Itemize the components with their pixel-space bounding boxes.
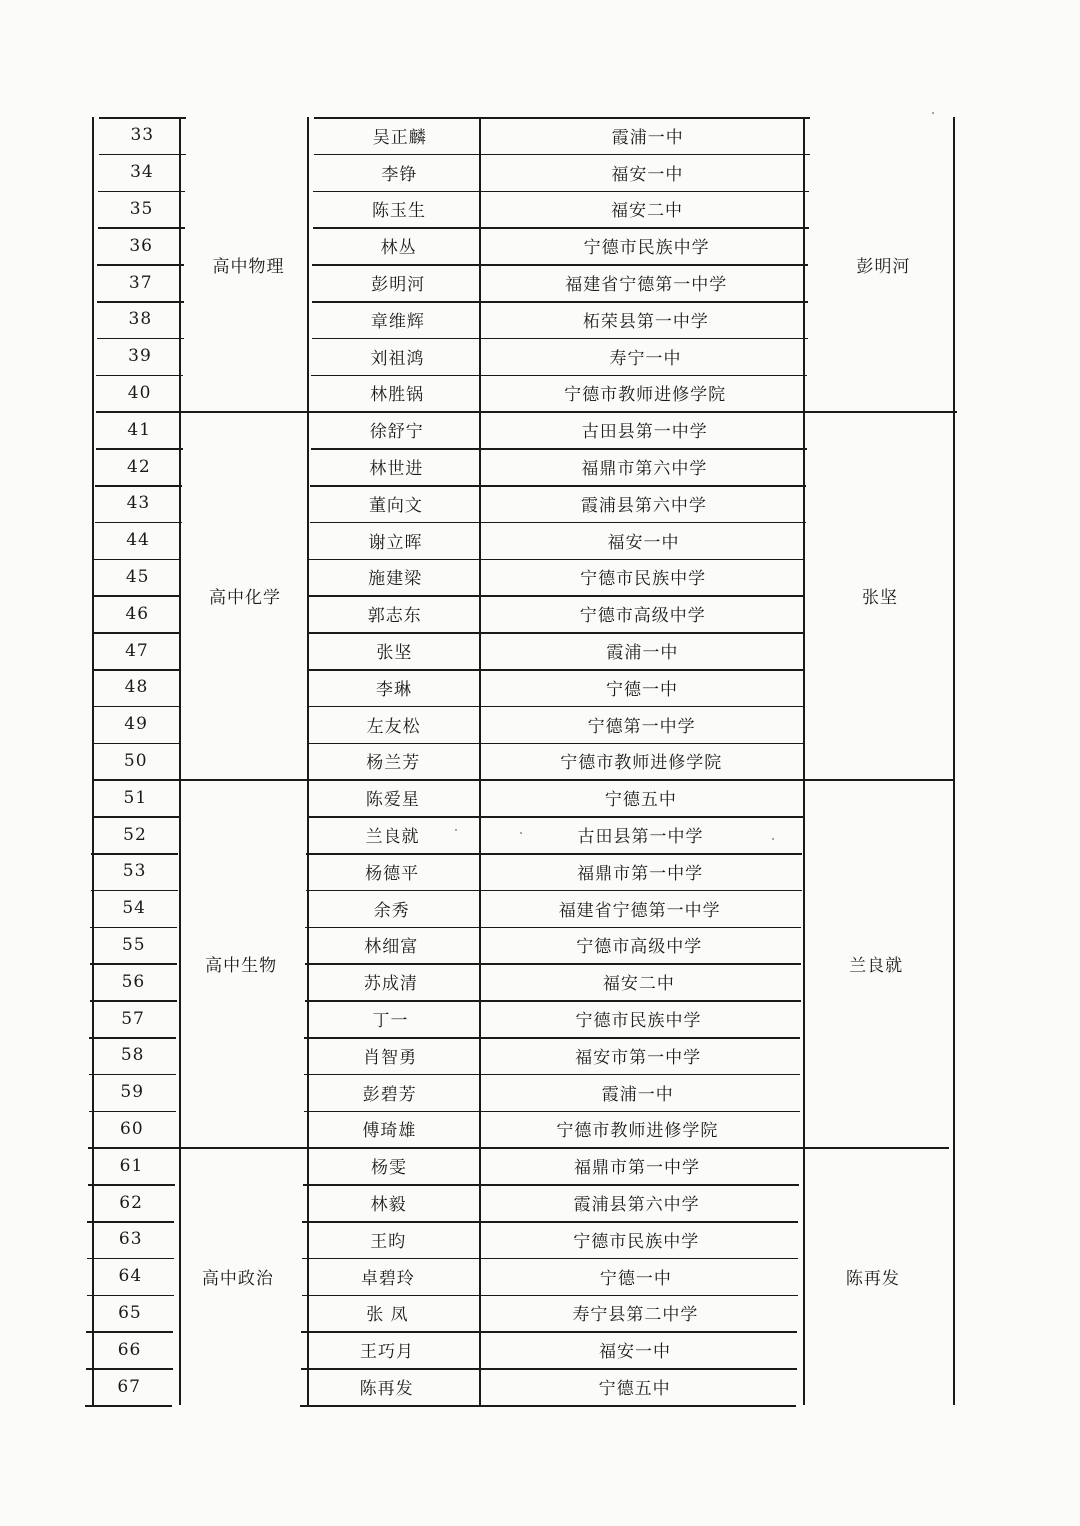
member-name: 丁一 (372, 1011, 409, 1032)
row-number: 65 (118, 1302, 142, 1323)
member-school: 福鼎市第一中学 (577, 863, 704, 884)
row-number: 66 (117, 1339, 142, 1360)
member-name: 林胜锅 (370, 385, 425, 406)
member-name: 董向文 (368, 495, 423, 516)
member-school: 福安一中 (611, 164, 684, 185)
member-school: 宁德市教师进修学院 (556, 1121, 719, 1142)
group-leader-cell: 兰良就 (849, 955, 904, 976)
subject-cell: 高中政治 (201, 1268, 274, 1289)
member-school: 霞浦县第六中学 (573, 1195, 700, 1216)
row-rule (300, 1405, 796, 1407)
member-name: 刘祖鸿 (370, 348, 425, 369)
row-number: 45 (125, 566, 150, 587)
member-name: 陈再发 (359, 1379, 414, 1400)
member-name: 彭碧芳 (362, 1084, 417, 1105)
member-name: 陈爱星 (365, 790, 420, 811)
row-number: 40 (127, 382, 152, 403)
member-school: 福安市第一中学 (575, 1047, 702, 1068)
scan-speck (932, 112, 934, 114)
member-school: 宁德市民族中学 (583, 238, 710, 259)
row-number: 62 (119, 1192, 143, 1213)
row-number: 60 (120, 1118, 144, 1139)
member-name: 施建梁 (368, 569, 423, 590)
row-number: 36 (129, 235, 153, 256)
row-number: 49 (124, 714, 148, 735)
member-name: 吴正麟 (372, 127, 427, 148)
member-name: 王昀 (370, 1231, 407, 1252)
member-school: 宁德市高级中学 (579, 606, 706, 627)
member-name: 卓碧玲 (360, 1268, 415, 1289)
member-school: 霞浦一中 (601, 1084, 674, 1105)
row-number: 57 (121, 1008, 145, 1029)
row-number: 67 (117, 1376, 141, 1397)
member-school: 寿宁县第二中学 (572, 1305, 699, 1326)
member-name: 肖智勇 (363, 1047, 418, 1068)
row-number: 46 (125, 603, 150, 624)
member-name: 傅琦雄 (362, 1121, 417, 1142)
member-school: 宁德市民族中学 (580, 569, 707, 590)
member-name: 陈玉生 (372, 201, 427, 222)
row-number: 54 (122, 898, 146, 919)
subject-cell: 高中化学 (208, 587, 281, 608)
member-name: 余秀 (373, 900, 410, 921)
member-school: 福鼎市第六中学 (581, 459, 708, 480)
member-school: 宁德市教师进修学院 (564, 385, 727, 406)
member-name: 李铮 (381, 164, 418, 185)
row-number: 39 (128, 346, 152, 367)
row-number: 47 (125, 640, 149, 661)
member-name: 苏成清 (363, 974, 418, 995)
member-school: 霞浦一中 (611, 127, 684, 148)
row-number: 50 (123, 750, 148, 771)
member-school: 宁德市民族中学 (575, 1011, 702, 1032)
row-number: 56 (121, 971, 146, 992)
member-name: 杨兰芳 (366, 753, 421, 774)
member-school: 福安二中 (611, 201, 684, 222)
member-name: 王巧月 (360, 1342, 415, 1363)
member-name: 林细富 (364, 937, 419, 958)
member-name: 张 凤 (366, 1305, 409, 1326)
member-school: 福建省宁德第一中学 (565, 275, 728, 296)
member-name: 谢立晖 (368, 532, 423, 553)
row-number: 37 (128, 272, 153, 293)
member-name: 左友松 (366, 716, 421, 737)
member-school: 霞浦一中 (606, 643, 679, 664)
member-name: 杨德平 (365, 863, 420, 884)
row-number: 59 (120, 1082, 145, 1103)
row-number: 51 (123, 787, 148, 808)
member-name: 章维辉 (370, 311, 425, 332)
row-number: 44 (126, 530, 150, 551)
scan-speck (520, 832, 522, 834)
row-number: 52 (123, 824, 147, 845)
member-school: 宁德第一中学 (587, 716, 696, 737)
member-name: 彭明河 (371, 275, 426, 296)
subject-cell: 高中物理 (212, 256, 285, 277)
member-school: 宁德五中 (604, 790, 677, 811)
row-number: 38 (128, 309, 153, 330)
member-school: 宁德市民族中学 (573, 1231, 700, 1252)
row-number: 53 (122, 861, 147, 882)
row-number: 42 (127, 456, 151, 477)
member-name: 林毅 (370, 1195, 407, 1216)
member-name: 杨雯 (370, 1158, 407, 1179)
row-number: 41 (127, 419, 152, 440)
member-school: 柘荣县第一中学 (582, 311, 709, 332)
row-number: 48 (124, 677, 149, 698)
group-leader-cell: 彭明河 (856, 256, 911, 277)
scan-speck (455, 829, 457, 831)
member-name: 徐舒宁 (369, 422, 424, 443)
member-school: 福安一中 (607, 532, 680, 553)
row-number: 58 (120, 1045, 145, 1066)
group-leader-cell: 张坚 (861, 587, 898, 608)
row-rule (85, 1405, 172, 1407)
member-school: 寿宁一中 (609, 348, 682, 369)
member-school: 福鼎市第一中学 (573, 1158, 700, 1179)
group-leader-cell: 陈再发 (845, 1268, 900, 1289)
member-school: 宁德市高级中学 (576, 937, 703, 958)
subject-cell: 高中生物 (205, 955, 278, 976)
member-name: 林世进 (369, 459, 424, 480)
scan-speck (772, 838, 774, 840)
member-school: 宁德五中 (598, 1379, 671, 1400)
member-school: 宁德市教师进修学院 (560, 753, 723, 774)
row-number: 64 (118, 1266, 143, 1287)
member-school: 福建省宁德第一中学 (558, 900, 721, 921)
row-number: 55 (121, 934, 146, 955)
row-number: 61 (119, 1155, 144, 1176)
member-name: 郭志东 (367, 606, 422, 627)
member-school: 古田县第一中学 (581, 422, 708, 443)
member-name: 林丛 (380, 238, 417, 259)
row-number: 43 (126, 493, 151, 514)
member-name: 张坚 (376, 643, 413, 664)
member-school: 福安一中 (599, 1342, 672, 1363)
row-number: 33 (130, 125, 155, 146)
member-school: 宁德一中 (606, 679, 678, 700)
member-school: 古田县第一中学 (577, 827, 704, 848)
row-number: 63 (118, 1229, 143, 1250)
member-school: 霞浦县第六中学 (580, 495, 707, 516)
row-number: 35 (129, 198, 154, 219)
row-number: 34 (130, 162, 154, 183)
member-school: 福安二中 (602, 974, 675, 995)
member-name: 兰良就 (365, 827, 420, 848)
member-school: 宁德一中 (599, 1268, 672, 1289)
member-name: 李琳 (376, 679, 412, 700)
